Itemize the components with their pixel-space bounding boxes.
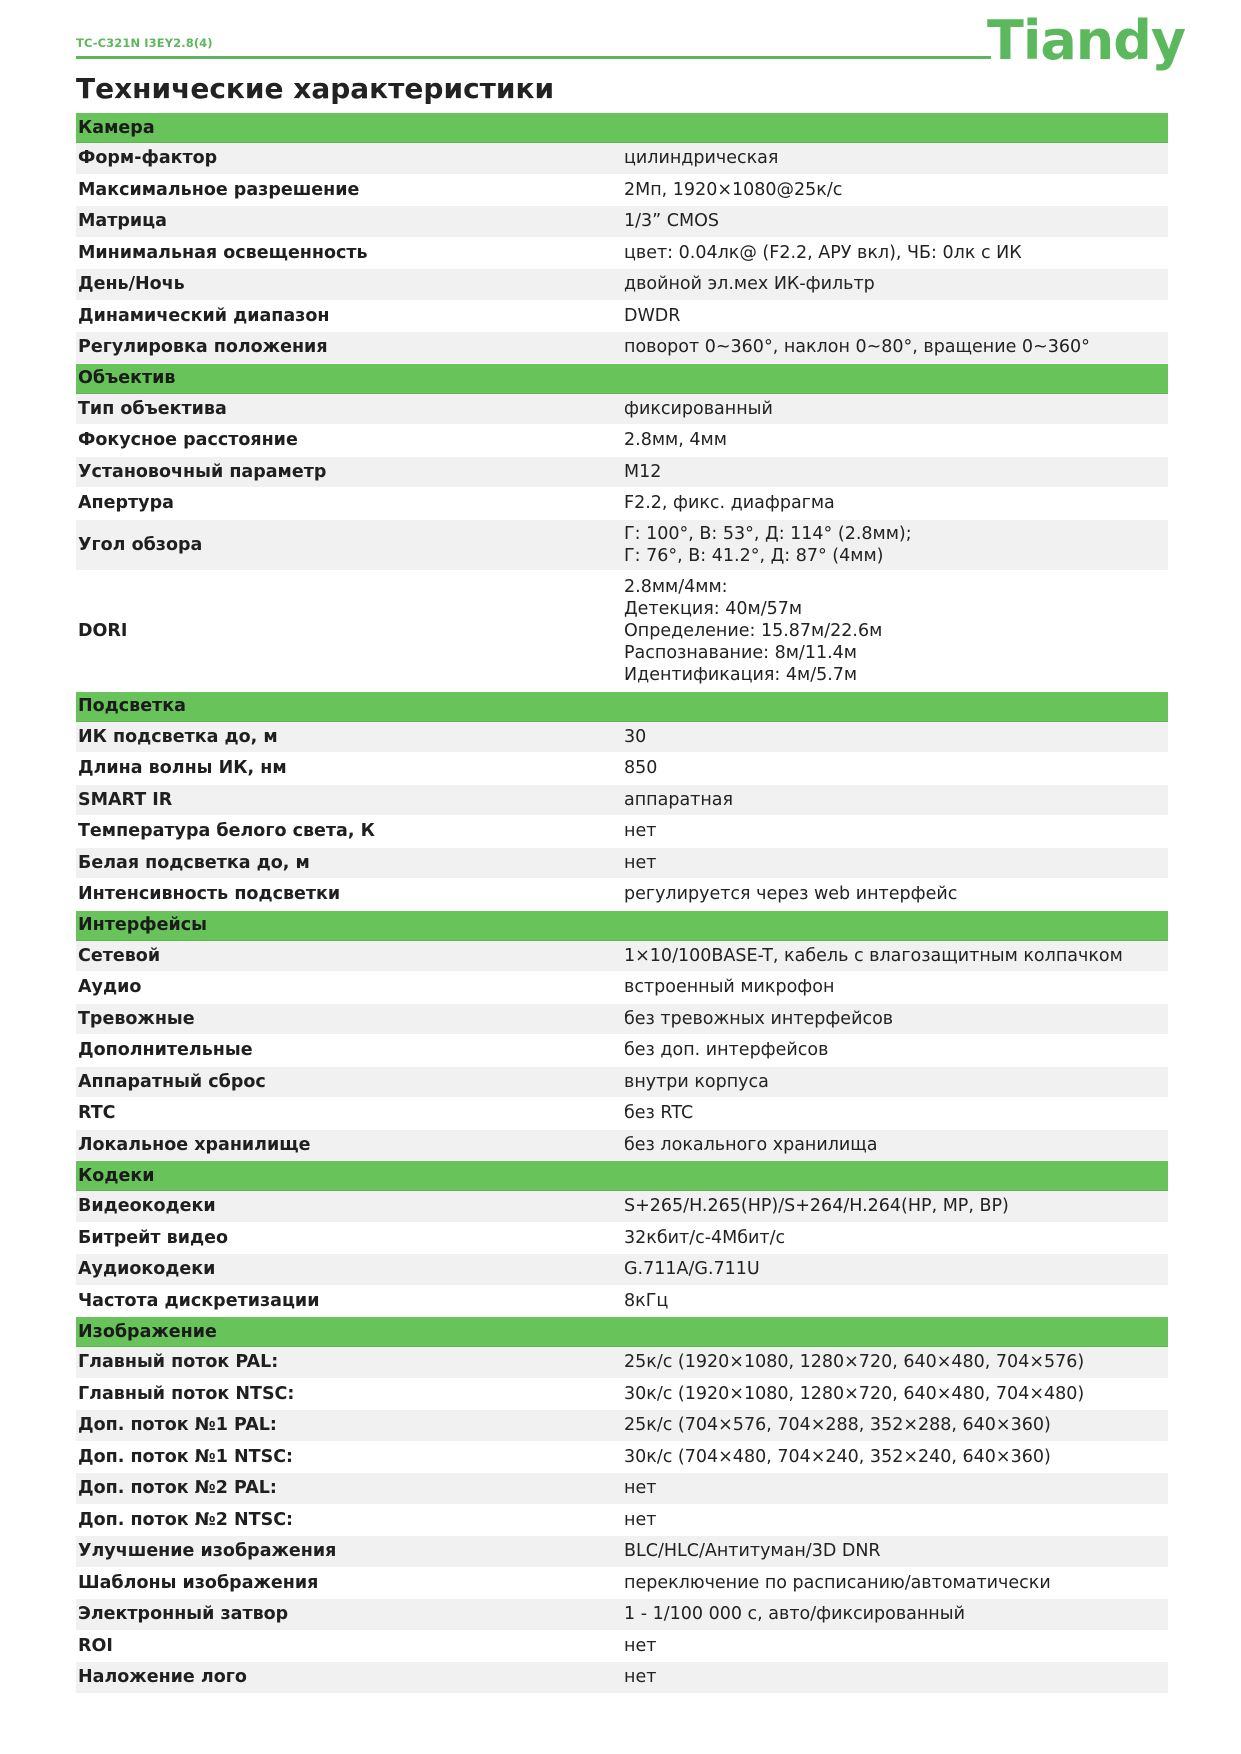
spec-row: [76, 1410, 1168, 1442]
spec-key: Установочный параметр: [76, 456, 622, 488]
spec-key: Электронный затвор: [76, 1599, 622, 1631]
spec-key: DORI: [76, 570, 622, 691]
spec-value: нет: [622, 1504, 1168, 1536]
spec-value: S+265/H.265(HP)/S+264/H.264(HP, MP, BP): [622, 1191, 1168, 1223]
spec-key: Минимальная освещенность: [76, 237, 622, 269]
spec-key: Угол обзора: [76, 519, 622, 570]
spec-row: [76, 332, 1168, 364]
section-header: [76, 113, 1168, 143]
spec-value: 30к/с (704×480, 704×240, 352×240, 640×360): [622, 1441, 1168, 1473]
spec-value: 32кбит/с-4Мбит/с: [622, 1222, 1168, 1254]
spec-key: Аудио: [76, 972, 622, 1004]
spec-value: 8кГц: [622, 1285, 1168, 1317]
spec-key: Апертура: [76, 488, 622, 520]
spec-row: [76, 488, 1168, 520]
spec-key: Динамический диапазон: [76, 300, 622, 332]
spec-row: [76, 1662, 1168, 1694]
section-title: Камера: [76, 113, 1168, 143]
spec-key: Шаблоны изображения: [76, 1567, 622, 1599]
spec-key: Доп. поток №1 PAL:: [76, 1410, 622, 1442]
spec-row: [76, 1254, 1168, 1286]
spec-row: [76, 847, 1168, 879]
spec-value: нет: [622, 1473, 1168, 1505]
spec-key: Интенсивность подсветки: [76, 879, 622, 911]
spec-value: без тревожных интерфейсов: [622, 1003, 1168, 1035]
spec-row: [76, 456, 1168, 488]
spec-value: Г: 100°, В: 53°, Д: 114° (2.8мм); Г: 76°, В: 41.2°, Д: 87° (4мм): [622, 519, 1168, 570]
section-title: Изображение: [76, 1317, 1168, 1347]
spec-key: ROI: [76, 1630, 622, 1662]
spec-row: [76, 1285, 1168, 1317]
spec-key: Тип объектива: [76, 393, 622, 425]
spec-row: [76, 1599, 1168, 1631]
spec-key: Длина волны ИК, нм: [76, 753, 622, 785]
spec-value: нет: [622, 847, 1168, 879]
spec-row: [76, 206, 1168, 238]
spec-row: [76, 143, 1168, 175]
spec-row: [76, 1191, 1168, 1223]
spec-row: [76, 1222, 1168, 1254]
spec-value: 2Мп, 1920×1080@25к/с: [622, 174, 1168, 206]
section-title: Объектив: [76, 363, 1168, 393]
spec-value: поворот 0~360°, наклон 0~80°, вращение 0~360°: [622, 332, 1168, 364]
spec-value: цвет: 0.04лк@ (F2.2, АРУ вкл), ЧБ: 0лк с ИК: [622, 237, 1168, 269]
spec-row: [76, 393, 1168, 425]
spec-row: [76, 1441, 1168, 1473]
spec-value: 25к/с (1920×1080, 1280×720, 640×480, 704×576): [622, 1347, 1168, 1379]
spec-key: Наложение лого: [76, 1662, 622, 1694]
spec-table-body: [76, 113, 1168, 1693]
spec-key: Фокусное расстояние: [76, 425, 622, 457]
spec-row: [76, 1066, 1168, 1098]
spec-value: нет: [622, 1662, 1168, 1694]
spec-row: [76, 1378, 1168, 1410]
spec-key: Матрица: [76, 206, 622, 238]
section-title: Подсветка: [76, 691, 1168, 721]
spec-key: RTC: [76, 1098, 622, 1130]
spec-table: [76, 113, 1168, 1694]
spec-key: Доп. поток №1 NTSC:: [76, 1441, 622, 1473]
spec-row: [76, 1630, 1168, 1662]
spec-key: Главный поток PAL:: [76, 1347, 622, 1379]
spec-row: [76, 1035, 1168, 1067]
spec-value: аппаратная: [622, 784, 1168, 816]
spec-row: [76, 940, 1168, 972]
spec-value: 2.8мм, 4мм: [622, 425, 1168, 457]
spec-row: [76, 1347, 1168, 1379]
brand-logo: Tiandy: [987, 9, 1186, 72]
spec-key: Регулировка положения: [76, 332, 622, 364]
spec-row: [76, 237, 1168, 269]
spec-value: F2.2, фикс. диафрагма: [622, 488, 1168, 520]
spec-value: M12: [622, 456, 1168, 488]
spec-value: без локального хранилища: [622, 1129, 1168, 1161]
spec-row: [76, 174, 1168, 206]
spec-value: фиксированный: [622, 393, 1168, 425]
spec-row: [76, 1003, 1168, 1035]
spec-row: [76, 972, 1168, 1004]
spec-row: [76, 300, 1168, 332]
spec-value: встроенный микрофон: [622, 972, 1168, 1004]
spec-row: [76, 1504, 1168, 1536]
section-header: [76, 1317, 1168, 1347]
spec-row: [76, 269, 1168, 301]
section-title: Кодеки: [76, 1161, 1168, 1191]
spec-row: [76, 1473, 1168, 1505]
section-header: [76, 691, 1168, 721]
spec-row: [76, 1536, 1168, 1568]
spec-value: двойной эл.мех ИК-фильтр: [622, 269, 1168, 301]
spec-value: BLC/HLC/Антитуман/3D DNR: [622, 1536, 1168, 1568]
spec-key: Доп. поток №2 NTSC:: [76, 1504, 622, 1536]
spec-row: [76, 570, 1168, 691]
spec-key: Сетевой: [76, 940, 622, 972]
spec-row: [76, 519, 1168, 570]
spec-row: [76, 879, 1168, 911]
spec-value: внутри корпуса: [622, 1066, 1168, 1098]
spec-value: 30к/с (1920×1080, 1280×720, 640×480, 704×480): [622, 1378, 1168, 1410]
spec-row: [76, 784, 1168, 816]
spec-value: нет: [622, 1630, 1168, 1662]
spec-key: ИК подсветка до, м: [76, 721, 622, 753]
section-header: [76, 910, 1168, 940]
spec-row: [76, 1098, 1168, 1130]
spec-key: Аппаратный сброс: [76, 1066, 622, 1098]
spec-value: 25к/с (704×576, 704×288, 352×288, 640×360): [622, 1410, 1168, 1442]
spec-value: без RTC: [622, 1098, 1168, 1130]
spec-value: без доп. интерфейсов: [622, 1035, 1168, 1067]
spec-key: Тревожные: [76, 1003, 622, 1035]
spec-key: Дополнительные: [76, 1035, 622, 1067]
spec-row: [76, 1567, 1168, 1599]
spec-row: [76, 753, 1168, 785]
spec-value: 1/3” CMOS: [622, 206, 1168, 238]
spec-key: Локальное хранилище: [76, 1129, 622, 1161]
spec-value: G.711A/G.711U: [622, 1254, 1168, 1286]
spec-row: [76, 1129, 1168, 1161]
spec-value: 1×10/100BASE-T, кабель с влагозащитным колпачком: [622, 940, 1168, 972]
spec-key: Максимальное разрешение: [76, 174, 622, 206]
spec-key: Частота дискретизации: [76, 1285, 622, 1317]
spec-value: 30: [622, 721, 1168, 753]
spec-key: День/Ночь: [76, 269, 622, 301]
spec-value: регулируется через web интерфейс: [622, 879, 1168, 911]
spec-value: нет: [622, 816, 1168, 848]
section-title: Интерфейсы: [76, 910, 1168, 940]
spec-key: Белая подсветка до, м: [76, 847, 622, 879]
page-title: Технические характеристики: [76, 72, 555, 105]
spec-row: [76, 721, 1168, 753]
spec-key: Доп. поток №2 PAL:: [76, 1473, 622, 1505]
header-divider: [76, 56, 991, 59]
spec-value: DWDR: [622, 300, 1168, 332]
spec-key: Главный поток NTSC:: [76, 1378, 622, 1410]
spec-value: 1 - 1/100 000 с, авто/фиксированный: [622, 1599, 1168, 1631]
spec-key: Битрейт видео: [76, 1222, 622, 1254]
spec-row: [76, 425, 1168, 457]
spec-value: 2.8мм/4мм: Детекция: 40м/57м Определение: 15.87м/22.6м Распознавание: 8м/11.4м Идентификация: 4м/5.7м: [622, 570, 1168, 691]
spec-key: Аудиокодеки: [76, 1254, 622, 1286]
spec-key: Улучшение изображения: [76, 1536, 622, 1568]
spec-row: [76, 816, 1168, 848]
model-code: TC-C321N I3EY2.8(4): [76, 36, 213, 50]
spec-key: SMART IR: [76, 784, 622, 816]
spec-value: переключение по расписанию/автоматически: [622, 1567, 1168, 1599]
spec-key: Температура белого света, К: [76, 816, 622, 848]
spec-value: цилиндрическая: [622, 143, 1168, 175]
section-header: [76, 363, 1168, 393]
section-header: [76, 1161, 1168, 1191]
spec-key: Видеокодеки: [76, 1191, 622, 1223]
spec-value: 850: [622, 753, 1168, 785]
spec-key: Форм-фактор: [76, 143, 622, 175]
